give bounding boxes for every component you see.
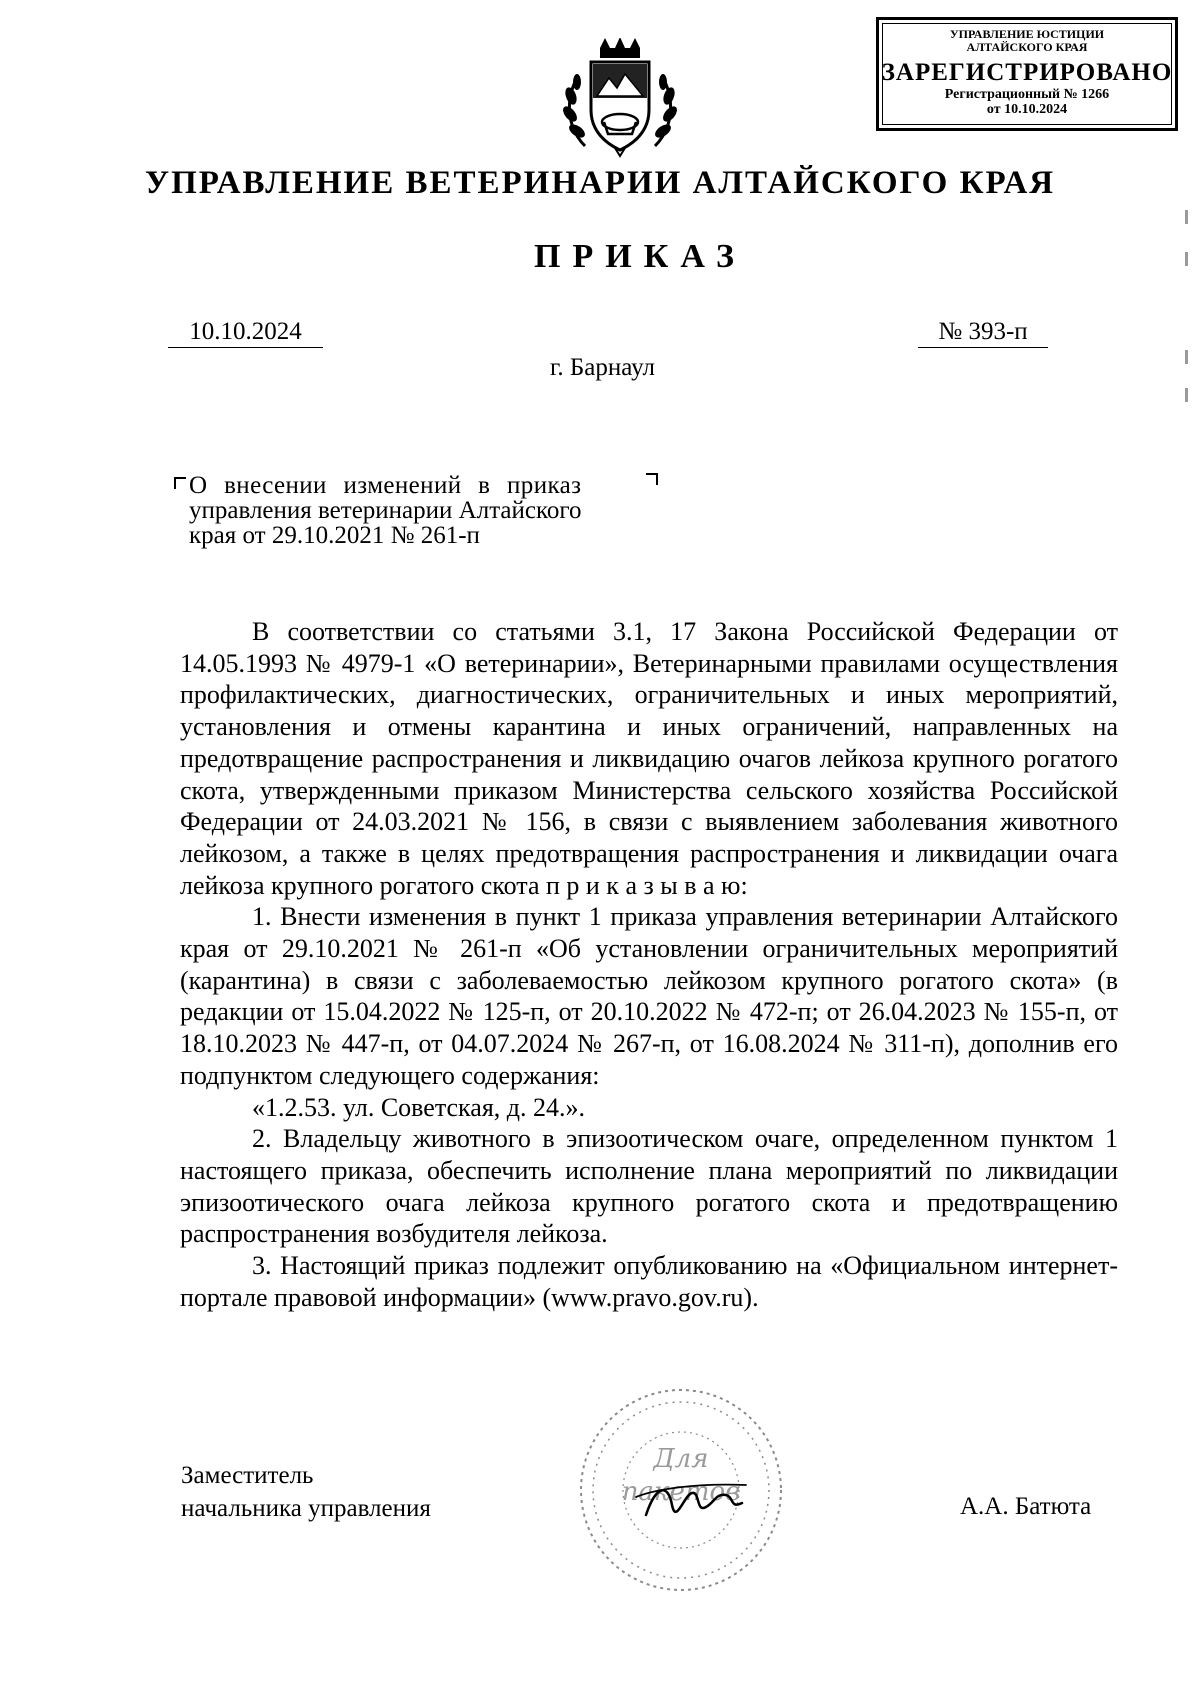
document-type: ПРИКАЗ xyxy=(534,238,746,275)
signatory-position-line: начальника управления xyxy=(181,1495,431,1522)
order-body xyxy=(180,616,1118,1313)
subject-line: управления ветеринарии Алтайского xyxy=(189,497,582,524)
order-number: № 393-п xyxy=(918,317,1048,348)
signatory-position xyxy=(181,1459,431,1525)
scan-edge-mark xyxy=(1185,350,1188,364)
altai-krai-coat-of-arms-icon xyxy=(557,38,683,164)
svg-text:пакетов: пакетов xyxy=(621,1477,741,1507)
signatory-position-line: Заместитель xyxy=(181,1462,314,1489)
registration-number: Регистрационный № 1266 xyxy=(944,87,1110,102)
agency-name: УПРАВЛЕНИЕ ВЕТЕРИНАРИИ АЛТАЙСКОГО КРАЯ xyxy=(144,165,1056,201)
subject-bracket-left xyxy=(174,477,186,489)
subject-line: О внесении изменений в приказ xyxy=(189,472,582,499)
order-subject xyxy=(189,473,659,548)
scan-edge-mark xyxy=(1185,210,1188,224)
registration-stamp xyxy=(876,17,1178,131)
signatory-name: А.А. Батюта xyxy=(960,1493,1092,1520)
item-3-paragraph: 3. Настоящий приказ подлежит опубликованию на «Официальном интернет-портале правовой информации» (www.pravo.gov.ru). xyxy=(180,1251,1118,1312)
registration-date: от 10.10.2024 xyxy=(986,102,1068,117)
for-documents-seal-icon xyxy=(576,1385,786,1595)
order-city: г. Барнаул xyxy=(550,354,655,381)
item-2-paragraph: 2. Владельцу животного в эпизоотическом очаге, определенном пунктом 1 настоящего приказа, обеспечить исполнение плана мероприятий по ликвидации эпизоотического очага лейкоза крупного рогатого скота и предотвращению распространения возбудителя лейкоза. xyxy=(180,1124,1118,1249)
preamble-paragraph: В соответствии со статьями 3.1, 17 Закона Российской Федерации от 14.05.1993 № 4979-1 «О ветеринарии», Ветеринарными правилами осуществления профилактических, диагностических, ограничительных и иных мероприятий, установления и отмены карантина и иных ограничений, направленных на предотвращение распространения и ликвидацию очагов лейкоза крупного рогатого скота, утвержденными приказом Министерства сельского хозяйства Российской Федерации от 24.03.2021 № 156, в связи с выявлением заболевания животного лейкозом, а также в целях предотвращения распространения и ликвидации очага лейкоза крупного рогатого скота п р и к а з ы в а ю: xyxy=(180,617,1118,900)
registration-authority: УПРАВЛЕНИЕ ЮСТИЦИИ АЛТАЙСКОГО КРАЯ xyxy=(949,27,1105,54)
item-1-paragraph: 1. Внести изменения в пункт 1 приказа управления ветеринарии Алтайского края от 29.10.2021 № 261-п «Об установлении ограничительных мероприятий (карантина) в связи с заболеваемостью лейкозом крупного рогатого скота» (в редакции от 15.04.2022 № 125-п, от 20.10.2022 № 472-п; от 26.04.2023 № 155-п, от 18.10.2023 № 447-п, от 04.07.2024 № 267-п, от 16.08.2024 № 311-п), дополнив его подпунктом следующего содержания: xyxy=(180,902,1118,1090)
order-date: 10.10.2024 xyxy=(168,317,323,348)
scan-edge-mark xyxy=(1185,252,1188,266)
item-1-quote: «1.2.53. ул. Советская, д. 24.». xyxy=(252,1092,586,1122)
scan-edge-mark xyxy=(1185,388,1188,402)
registration-status: ЗАРЕГИСТРИРОВАНО xyxy=(881,59,1173,86)
svg-text:Для: Для xyxy=(653,1444,709,1474)
subject-line: края от 29.10.2021 № 261-п xyxy=(189,522,480,549)
